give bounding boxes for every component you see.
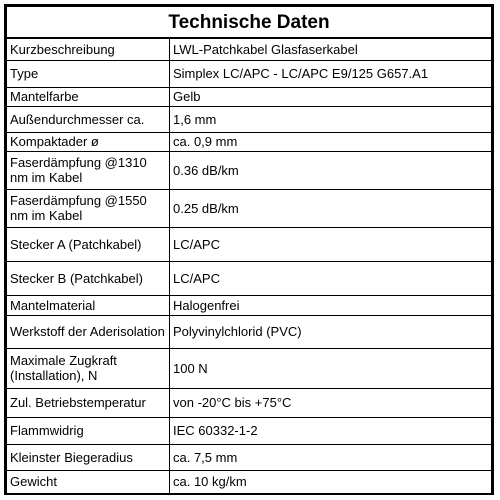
row-label: Mantelmaterial	[7, 295, 170, 315]
row-label: Werkstoff der Aderisolation	[7, 315, 170, 348]
table-row	[7, 151, 492, 189]
table-title: Technische Daten	[7, 7, 492, 39]
row-value: ca. 10 kg/km	[170, 470, 492, 493]
row-value: LC/APC	[170, 261, 492, 295]
row-label: Stecker B (Patchkabel)	[7, 261, 170, 295]
row-value: 0.36 dB/km	[170, 151, 492, 189]
row-label: Kurzbeschreibung	[7, 38, 170, 60]
row-value: 100 N	[170, 348, 492, 388]
row-label: Zul. Betriebstemperatur	[7, 388, 170, 417]
row-value: Halogenfrei	[170, 295, 492, 315]
row-label: Faserdämpfung @1310 nm im Kabel	[7, 151, 170, 189]
row-value: ca. 0,9 mm	[170, 132, 492, 151]
row-label: Außendurchmesser ca.	[7, 106, 170, 132]
row-value: Gelb	[170, 87, 492, 106]
table-row	[7, 295, 492, 315]
table-row	[7, 87, 492, 106]
row-label: Gewicht	[7, 470, 170, 493]
table-row	[7, 388, 492, 417]
row-label: Kleinster Biegeradius	[7, 444, 170, 470]
table-header-row	[7, 7, 492, 39]
row-label: Stecker A (Patchkabel)	[7, 227, 170, 261]
table-row	[7, 444, 492, 470]
table-row	[7, 60, 492, 87]
row-value: 1,6 mm	[170, 106, 492, 132]
row-value: Polyvinylchlorid (PVC)	[170, 315, 492, 348]
table-row	[7, 38, 492, 60]
row-label: Kompaktader ø	[7, 132, 170, 151]
row-label: Mantelfarbe	[7, 87, 170, 106]
row-value: IEC 60332-1-2	[170, 417, 492, 444]
row-value: von -20°C bis +75°C	[170, 388, 492, 417]
row-label: Maximale Zugkraft (Installation), N	[7, 348, 170, 388]
row-value: LC/APC	[170, 227, 492, 261]
table-row	[7, 417, 492, 444]
table-row	[7, 227, 492, 261]
row-value: Simplex LC/APC - LC/APC E9/125 G657.A1	[170, 60, 492, 87]
spec-sheet	[4, 4, 494, 495]
table-row	[7, 470, 492, 493]
table-row	[7, 189, 492, 227]
row-label: Flammwidrig	[7, 417, 170, 444]
technical-data-table	[6, 6, 492, 494]
row-value: LWL-Patchkabel Glasfaserkabel	[170, 38, 492, 60]
table-row	[7, 261, 492, 295]
row-value: 0.25 dB/km	[170, 189, 492, 227]
row-label: Faserdämpfung @1550 nm im Kabel	[7, 189, 170, 227]
table-row	[7, 315, 492, 348]
row-value: ca. 7,5 mm	[170, 444, 492, 470]
table-row	[7, 106, 492, 132]
row-label: Type	[7, 60, 170, 87]
table-row	[7, 348, 492, 388]
table-row	[7, 132, 492, 151]
